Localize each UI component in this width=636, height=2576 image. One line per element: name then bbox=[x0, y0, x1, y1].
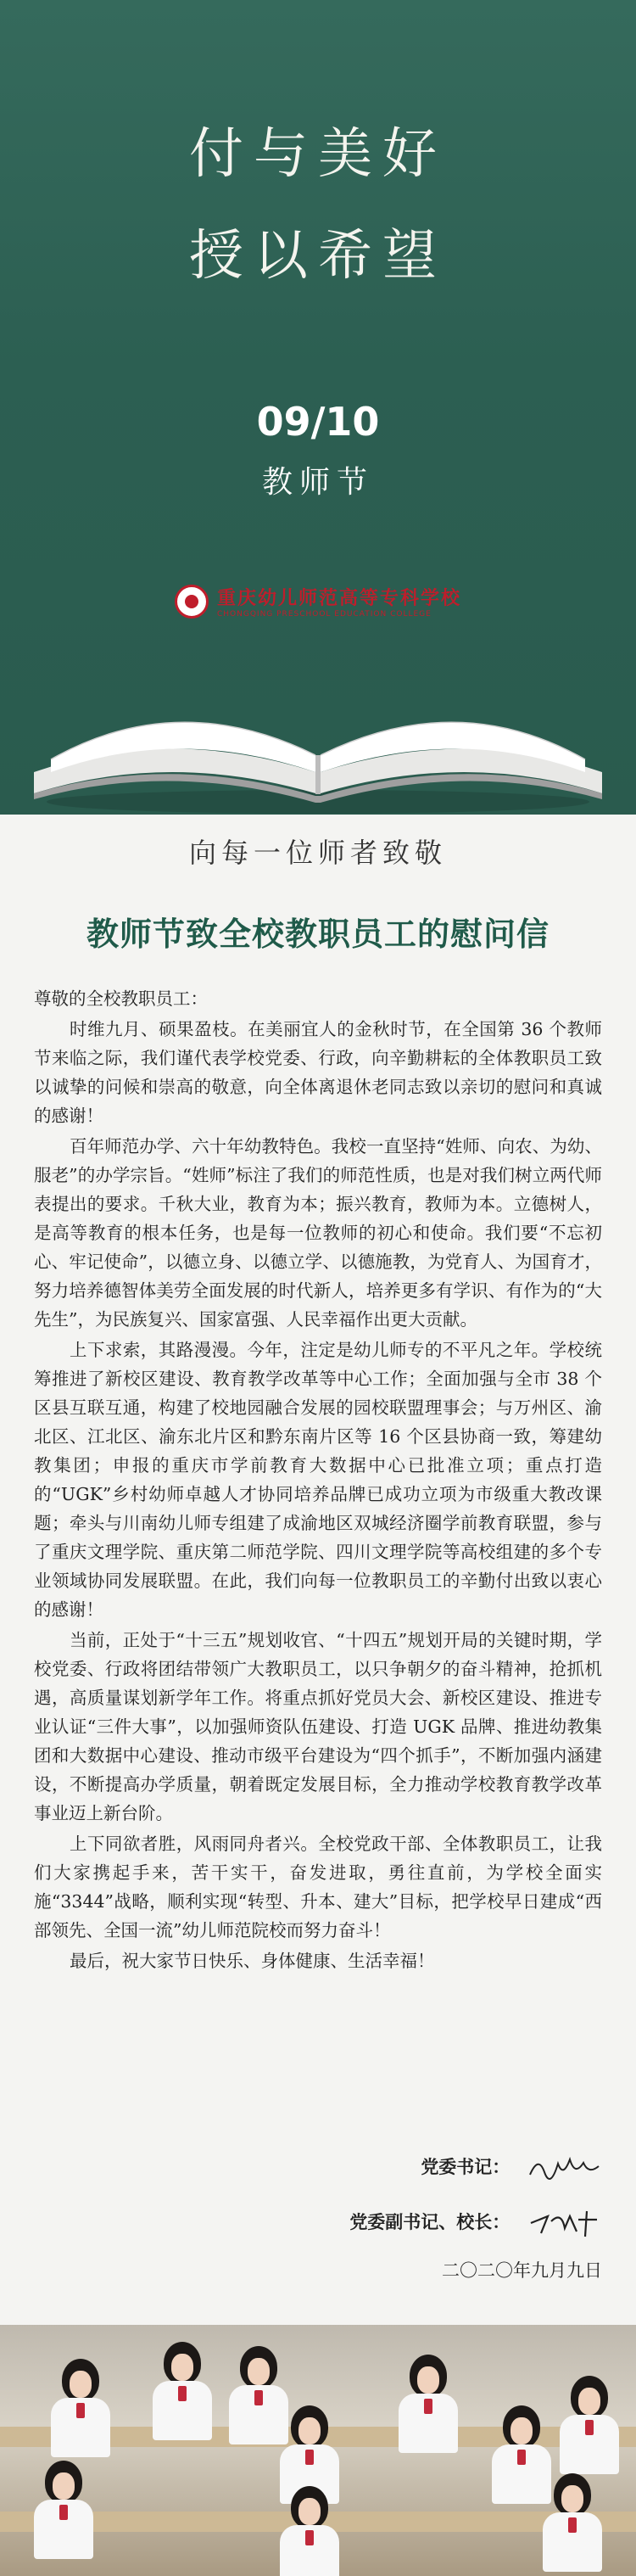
secretary-signature-line bbox=[0, 2151, 602, 2185]
students-photo bbox=[0, 2325, 636, 2576]
letter-salutation: 尊敬的全校教职员工： bbox=[34, 988, 208, 1009]
hero-title-line1: 付与美好 bbox=[189, 123, 447, 186]
college-name-cn: 重庆幼儿师范高等专科学校 bbox=[216, 587, 461, 609]
letter-paragraph: 当前，正处于“十三五”规划收官、“十四五”规划开局的关键时期，学校党委、行政将团结带领广大教职员工，以只争朝夕的奋斗精神，抢抓机遇，高质量谋划新学年工作。将重点抓好党员大会、新校区建设、推进专业认证“三件大事”，以加强师资队伍建设、打造 UGK 品牌、推进幼教集团和大数据中心建设、推动市级平台建设为“四个抓手”，不断加强内涵建设，不断提高办学质量，朝着既定发展目标，全力推动学校教育教学改革事业迈上新台阶。 bbox=[34, 1630, 602, 1823]
letter-paragraph: 时维九月、硕果盈枝。在美丽宜人的金秋时节，在全国第 36 个教师节来临之际，我们谨代表学校党委、行政，向辛勤耕耘的全体教职员工致以诚挚的问候和崇高的敬意，向全体离退休老同志致以亲切的慰问和真诚的感谢！ bbox=[34, 1019, 602, 1126]
letter-paragraph: 上下求索，其路漫漫。今年，注定是幼儿师专的不平凡之年。学校统筹推进了新校区建设、教育教学改革等中心工作；全面加强与全市 38 个区县互联互通，构建了校地园融合发展的园校联盟理事会；与万州区、渝北区、江北区、渝东北片区和黔东南片区等 16 个区县协商一致，筹建幼教集团；申报的重庆市学前教育大数据中心已批准立项；重点打造的“UGK”乡村幼师卓越人才协同培养品牌已成功立项为市级重大教改课题；牵头与川南幼儿师专组建了成渝地区双城经济圈学前教育联盟，参与了重庆文理学院、重庆第二师范学院、四川文理学院等高校组建的多个专业领域协同发展联盟。在此，我们向每一位教职员工的辛勤付出致以衷心的感谢！ bbox=[34, 1340, 602, 1620]
president-signature bbox=[526, 2206, 602, 2240]
open-book-illustration bbox=[0, 645, 636, 815]
college-brand bbox=[0, 584, 636, 619]
festival-name: 教师节 bbox=[261, 465, 374, 500]
letter-paragraph: 百年师范办学、六十年幼教特色。我校一直坚持“姓师、向农、为幼、服老”的办学宗旨。“姓师”标注了我们的师范性质，也是对我们树立两代师表提出的要求。千秋大业，教育为本；振兴教育，教师为本。立德树人，是高等教育的根本任务，也是每一位教师的初心和使命。我们要“不忘初心、牢记使命”，以德立身、以德立学、以德施教，为党育人、为国育才，努力培养德智体美劳全面发展的时代新人，培养更多有学识、有作为的“大先生”，为民族复兴、国家富强、人民幸福作出更大贡献。 bbox=[34, 1136, 602, 1330]
letter-date: 二〇二〇年九月九日 bbox=[442, 2260, 602, 2281]
president-role: 党委副书记、校长： bbox=[349, 2210, 510, 2232]
festival-date: 09/10 bbox=[256, 399, 380, 445]
college-logo-icon bbox=[175, 585, 209, 619]
college-name-en: CHONGQING PRESCHOOL EDUCATION COLLEGE bbox=[216, 610, 432, 619]
letter-title: 教师节致全校教职员工的慰问信 bbox=[86, 916, 550, 953]
secretary-signature bbox=[526, 2151, 602, 2185]
letter-paragraph: 上下同欲者胜，风雨同舟者兴。全校党政干部、全体教职员工，让我们大家携起手来，苦干实干，奋发进取，勇往直前，为学校全面实施“3344”战略，顺利实现“转型、升本、建大”目标，把学校早日建成“西部领先、全国一流”幼儿师范院校而努力奋斗！ bbox=[34, 1834, 602, 1940]
secretary-role: 党委书记： bbox=[421, 2155, 510, 2177]
letter-paragraph: 最后，祝大家节日快乐、身体健康、生活幸福！ bbox=[70, 1951, 435, 1971]
hero-title-line2: 授以希望 bbox=[189, 225, 447, 288]
president-signature-line bbox=[0, 2206, 602, 2240]
hero-banner bbox=[0, 0, 636, 815]
letter-body bbox=[34, 984, 602, 1975]
greeting-line: 向每一位师者致敬 bbox=[188, 837, 447, 869]
